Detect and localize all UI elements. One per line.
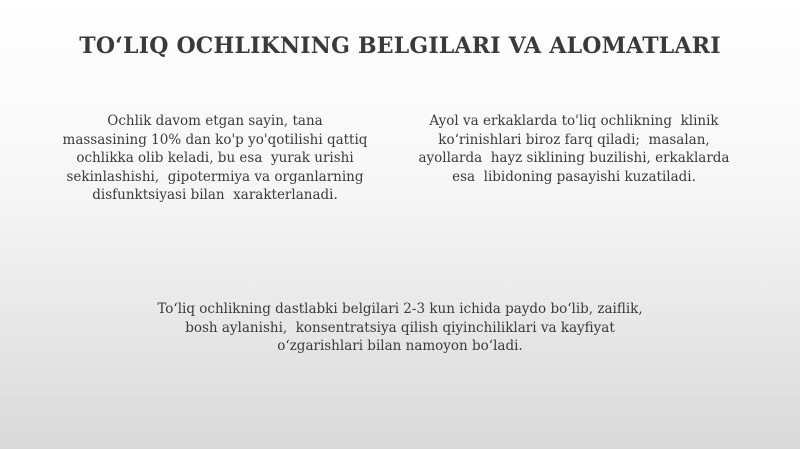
right-text-block	[398, 112, 750, 186]
text-line: To‘liq ochlikning dastlabki belgilari 2-3 kun ichida paydo bo‘lib, zaiflik,	[157, 301, 643, 317]
text-line: bosh aylanishi, konsentratsiya qilish qiyinchiliklari va kayfiyat	[185, 319, 615, 336]
text-line: ayollarda hayz siklining buzilishi, erkaklarda	[418, 150, 730, 166]
text-line: ko‘rinishlari biroz farq qiladi; masalan,	[438, 131, 710, 148]
text-line: disfunktsiyasi bilan xarakterlanadi.	[92, 187, 338, 203]
bottom-text-block	[100, 300, 700, 356]
text-line: Ayol va erkaklarda to'liq ochlikning klinik	[429, 113, 719, 129]
text-line: sekinlashishi, gipotermiya va organlarning	[66, 168, 364, 185]
text-line: o‘zgarishlari bilan namoyon bo‘ladi.	[277, 338, 523, 354]
text-line: Ochlik davom etgan sayin, tana	[107, 113, 323, 129]
text-line: massasining 10% dan ko'p yo'qotilishi qattiq	[62, 131, 368, 148]
text-line: esa libidoning pasayishi kuzatiladi.	[452, 168, 696, 185]
text-line: ochlikka olib keladi, bu esa yurak urishi	[76, 150, 354, 166]
left-text-block	[40, 112, 390, 205]
slide-title: TO‘LIQ OCHLIKNING BELGILARI VA ALOMATLARI	[79, 33, 721, 59]
